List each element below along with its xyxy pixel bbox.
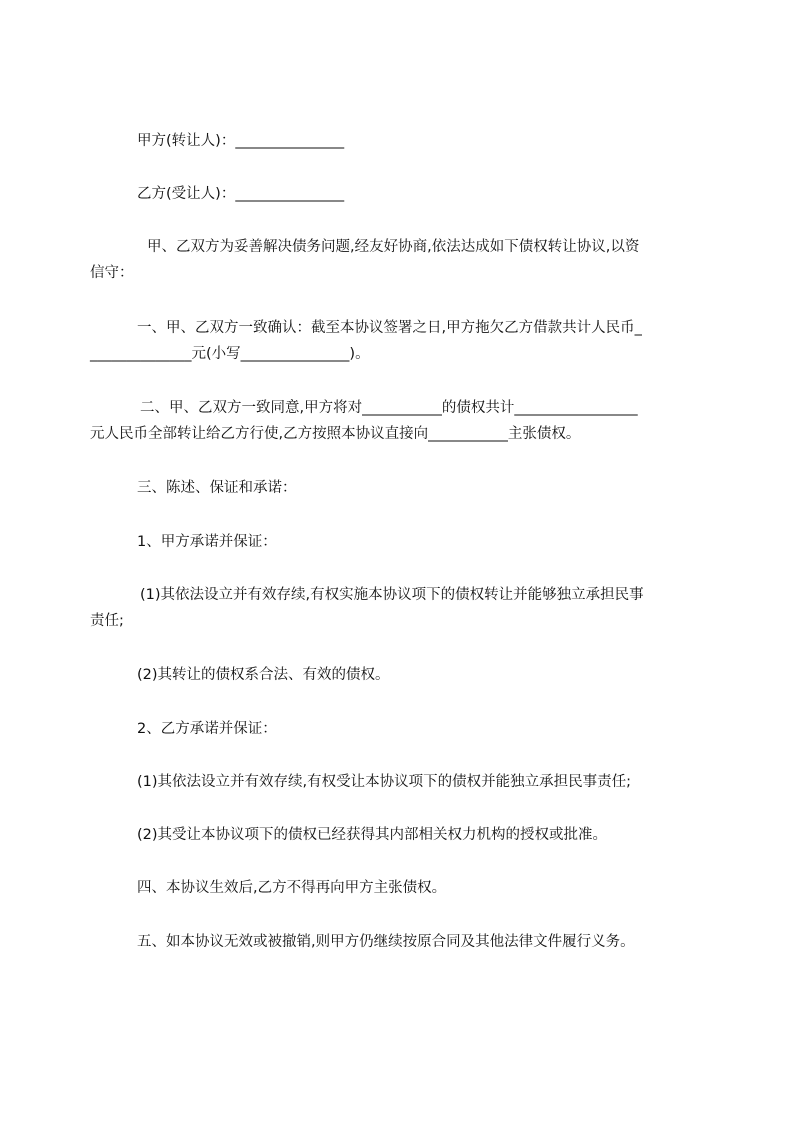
party-a-line: 甲方(转让人)：_______________ [137,133,345,149]
clause-3-1-b: (2)其转让的债权系合法、有效的债权。 [137,667,390,683]
clause-3-2-a: (1)其依法设立并有效存续,有权受让本协议项下的债权并能独立承担民事责任; [137,774,632,790]
clause-3-1-a [90,585,710,631]
clause-3-1-a-line-2: 责任; [90,613,124,629]
clause-3-1-a-line-1: (1)其依法设立并有效存续,有权实施本协议项下的债权转让并能够独立承担民事 [140,587,644,603]
intro-line-2: 信守： [90,265,134,281]
party-b-line: 乙方(受让人)：_______________ [137,186,345,202]
clause-2-line-2: 元人民币全部转让给乙方行使,乙方按照本协议直接向___________主张债权。 [90,426,581,442]
clause-1-line-1: 一、甲、乙双方一致确认：截至本协议签署之日,甲方拖欠乙方借款共计人民币_ [137,320,642,336]
intro-paragraph [90,237,717,283]
clause-3-2-heading: 2、乙方承诺并保证： [137,721,277,737]
clause-2-line-1: 二、甲、乙双方一致同意,甲方将对___________的债权共计_________________ [140,400,638,416]
intro-line-1: 甲、乙双方为妥善解决债务问题,经友好协商,依法达成如下债权转让协议,以资 [147,239,640,255]
clause-2 [90,398,710,444]
clause-3-1-heading: 1、甲方承诺并保证： [137,534,277,550]
clause-4: 四、本协议生效后,乙方不得再向甲方主张债权。 [137,880,447,896]
clause-1-line-2: ______________元(小写_______________)。 [90,346,370,362]
clause-3-heading: 三、陈述、保证和承诺： [137,480,297,496]
clause-5: 五、如本协议无效或被撤销,则甲方仍继续按原合同及其他法律文件履行义务。 [137,934,635,950]
clause-3-2-b: (2)其受让本协议项下的债权已经获得其内部相关权力机构的授权或批准。 [137,827,608,843]
clause-1 [90,318,707,364]
